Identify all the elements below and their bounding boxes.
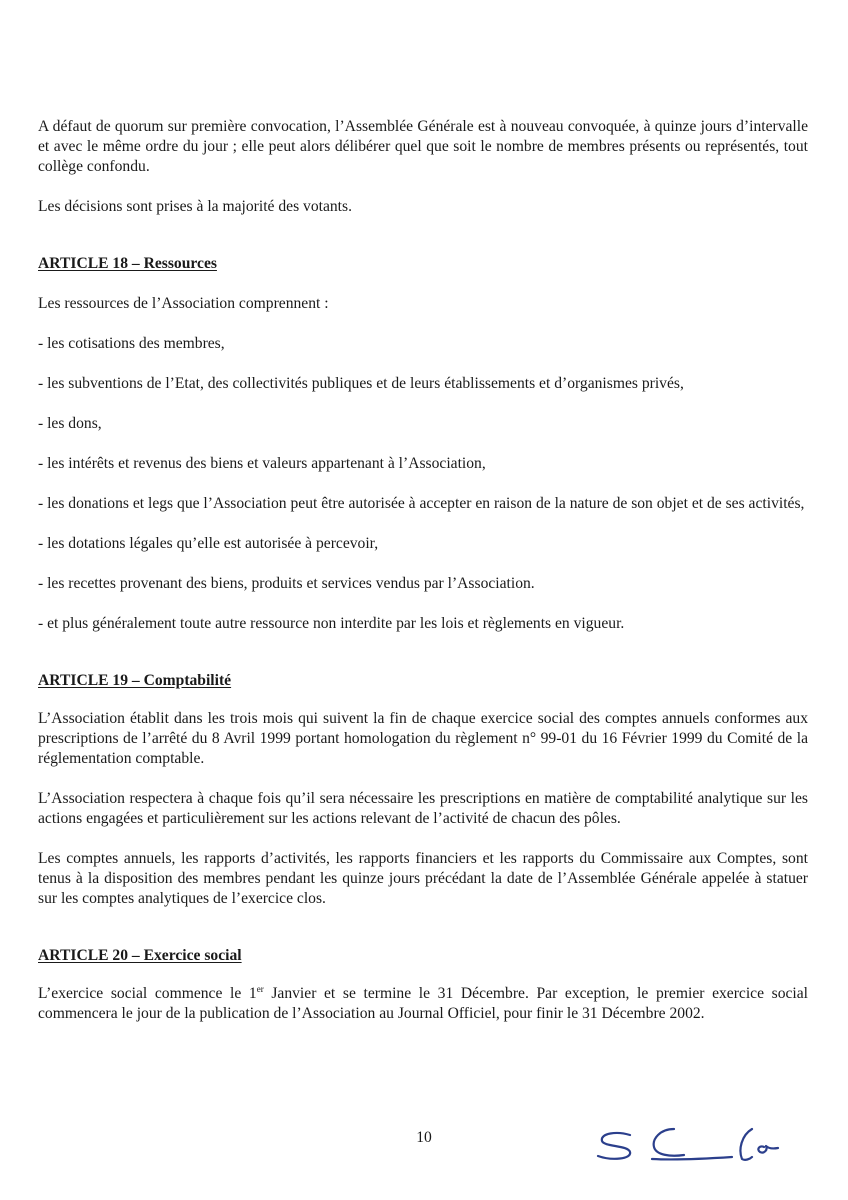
page-number: 10 [416,1129,432,1146]
article-19-heading: ARTICLE 19 – Comptabilité [38,672,232,689]
article-18-heading: ARTICLE 18 – Ressources [38,255,217,272]
resource-item: - les recettes provenant des biens, produits et services vendus par l’Association. [38,575,535,592]
document-body [38,117,808,1024]
handwritten-signature-icon [592,1115,792,1175]
resource-item: - et plus généralement toute autre ressource non interdite par les lois et règlements en vigueur. [38,615,625,632]
article-19-paragraph: L’Association respectera à chaque fois qu’il sera nécessaire les prescriptions en matière de comptabilité analytique sur les actions engagées et particulièrement sur les actions relevant de l’activité de chacun des pôles. [38,790,808,827]
decisions-paragraph: Les décisions sont prises à la majorité des votants. [38,198,352,215]
resource-item: - les cotisations des membres, [38,335,225,352]
resource-item: - les dotations légales qu’elle est autorisée à percevoir, [38,535,379,552]
article-20-text-start: L’exercice social commence le 1 [38,985,257,1002]
resource-item: - les donations et legs que l’Association peut être autorisée à accepter en raison de la nature de son objet et de ses activités, [38,495,805,512]
quorum-paragraph: A défaut de quorum sur première convocation, l’Assemblée Générale est à nouveau convoquée, à quinze jours d’intervalle et avec le même ordre du jour ; elle peut alors délibérer quel que soit le nombre de membres présents ou représentés, tout collège confondu. [38,118,808,175]
article-20-heading: ARTICLE 20 – Exercice social [38,947,242,964]
article-20-paragraph [38,984,808,1024]
article-19-paragraph: Les comptes annuels, les rapports d’activités, les rapports financiers et les rapports du Commissaire aux Comptes, sont tenus à la disposition des membres pendant les quinze jours précédant la date de l’Assemblée Générale appelée à statuer sur les comptes analytiques de l’exercice clos. [38,850,808,907]
article-19-paragraph: L’Association établit dans les trois mois qui suivent la fin de chaque exercice social des comptes annuels conformes aux prescriptions de l’arrêté du 8 Avril 1999 portant homologation du règlement n° 99-01 du 16 Février 1999 du Comité de la réglementation comptable. [38,710,808,767]
resource-item: - les dons, [38,415,102,432]
resource-item: - les intérêts et revenus des biens et valeurs appartenant à l’Association, [38,455,486,472]
ordinal-superscript: er [256,984,264,994]
article-18-intro: Les ressources de l’Association comprennent : [38,295,329,312]
resource-item: - les subventions de l’Etat, des collectivités publiques et de leurs établissements et d’organismes privés, [38,375,684,392]
article-20-text-end: Janvier et se termine le 31 Décembre. Par exception, le premier exercice social commencera le jour de la publication de l’Association au Journal Officiel, pour finir le 31 Décembre 2002. [38,985,808,1022]
